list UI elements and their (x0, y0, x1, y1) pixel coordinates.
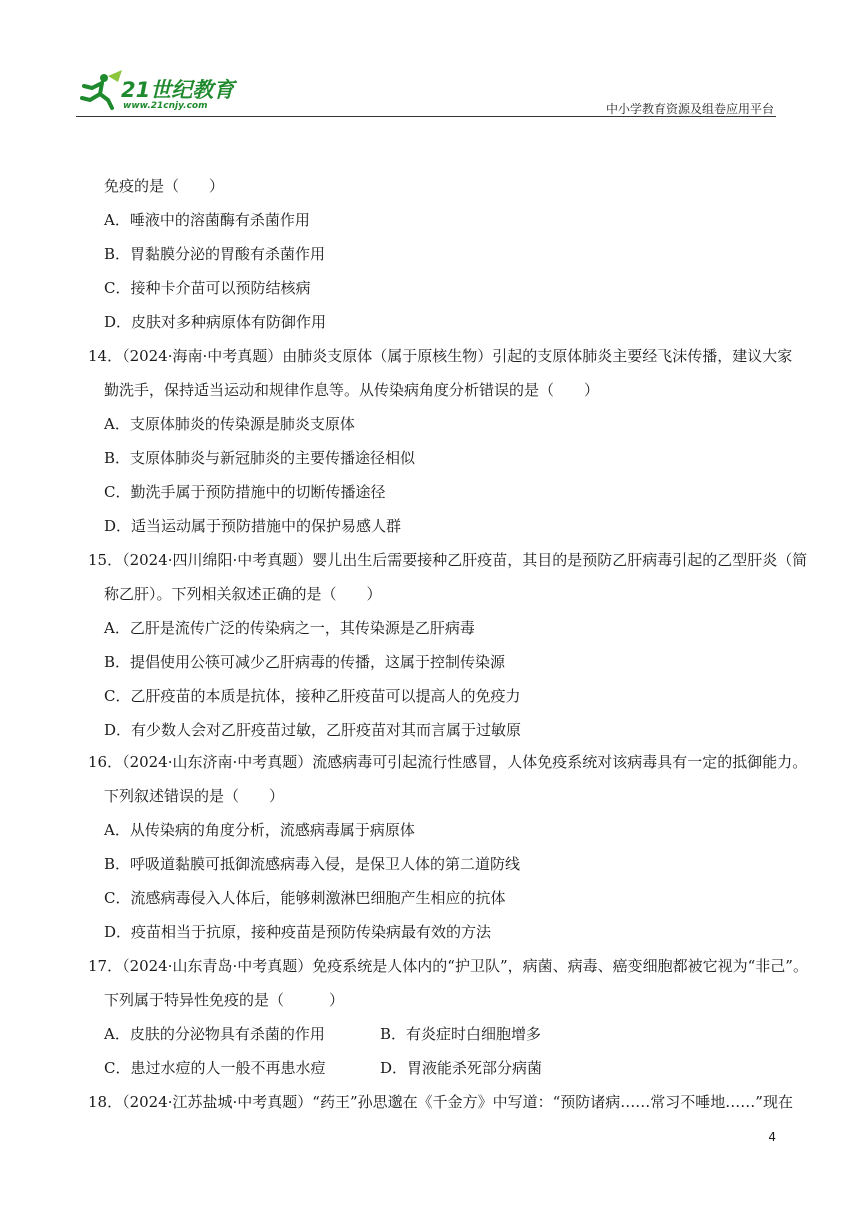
option-line: B．胃黏膜分泌的胃酸有杀菌作用 (104, 245, 326, 263)
header-tagline: 中小学教育资源及组卷应用平台 (605, 102, 774, 116)
text-line: 下列属于特异性免疫的是（ ） (104, 991, 345, 1009)
text-line: 勤洗手，保持适当运动和规律作息等。从传染病角度分析错误的是（ ） (104, 381, 600, 399)
option-line: A．皮肤的分泌物具有杀菌的作用 (104, 1025, 325, 1043)
option-line: D．适当运动属于预防措施中的保护易感人群 (104, 517, 402, 535)
option-line: C．流感病毒侵入人体后，能够刺激淋巴细胞产生相应的抗体 (104, 889, 506, 907)
option-line: D．胃液能杀死部分病菌 (380, 1059, 543, 1077)
option-line: D．皮肤对多种病原体有防御作用 (104, 313, 327, 331)
option-line: D．有少数人会对乙肝疫苗过敏，乙肝疫苗对其而言属于过敏原 (104, 721, 522, 739)
question-17: 17．（2024·山东青岛·中考真题）免疫系统是人体内的“护卫队”，病菌、病毒、癌变细胞都被它视为“非己”。 (88, 957, 808, 975)
logo-url: www.21cnjy.com (123, 101, 208, 111)
option-line: C．勤洗手属于预防措施中的切断传播途径 (104, 483, 386, 501)
text-line: 免疫的是（ ） (104, 177, 225, 195)
option-line: C．患过水痘的人一般不再患水痘 (104, 1059, 326, 1077)
question-15: 15．（2024·四川绵阳·中考真题）婴儿出生后需要接种乙肝疫苗，其目的是预防乙肝病毒引起的乙型肝炎（简 (88, 551, 808, 569)
option-line: B．呼吸道黏膜可抵御流感病毒入侵，是保卫人体的第二道防线 (104, 855, 521, 873)
text-line: 下列叙述错误的是（ ） (104, 787, 285, 805)
question-18: 18．（2024·江苏盐城·中考真题）“药王”孙思邈在《千金方》中写道：“预防诸病……常习不唾地……”现在 (88, 1093, 793, 1111)
option-line: A．支原体肺炎的传染源是肺炎支原体 (104, 415, 355, 433)
text-line: 称乙肝）。下列相关叙述正确的是（ ） (104, 585, 382, 603)
option-line: D．疫苗相当于抗原，接种疫苗是预防传染病最有效的方法 (104, 923, 492, 941)
option-line: B．支原体肺炎与新冠肺炎的主要传播途径相似 (104, 449, 416, 467)
option-line: A．乙肝是流传广泛的传染病之一，其传染源是乙肝病毒 (104, 619, 475, 637)
option-line: A．从传染病的角度分析，流感病毒属于病原体 (104, 821, 415, 839)
logo (78, 66, 243, 116)
option-line: B．提倡使用公筷可减少乙肝病毒的传播，这属于控制传染源 (104, 653, 506, 671)
option-line: C．接种卡介苗可以预防结核病 (104, 279, 311, 297)
header-rule (76, 116, 776, 117)
option-line: A．唾液中的溶菌酶有杀菌作用 (104, 211, 310, 229)
question-16: 16．（2024·山东济南·中考真题）流感病毒可引起流行性感冒，人体免疫系统对该病毒具有一定的抵御能力。 (88, 753, 808, 771)
logo-text: 21世纪教育 (121, 78, 235, 102)
runner-logo-icon (78, 66, 126, 112)
option-line: C．乙肝疫苗的本质是抗体，接种乙肝疫苗可以提高人的免疫力 (104, 687, 521, 705)
option-line: B．有炎症时白细胞增多 (380, 1025, 542, 1043)
question-14: 14．（2024·海南·中考真题）由肺炎支原体（属于原核生物）引起的支原体肺炎主要经飞沫传播，建议大家 (88, 347, 793, 365)
page-number: 4 (768, 1130, 776, 1144)
page-header (0, 0, 860, 130)
